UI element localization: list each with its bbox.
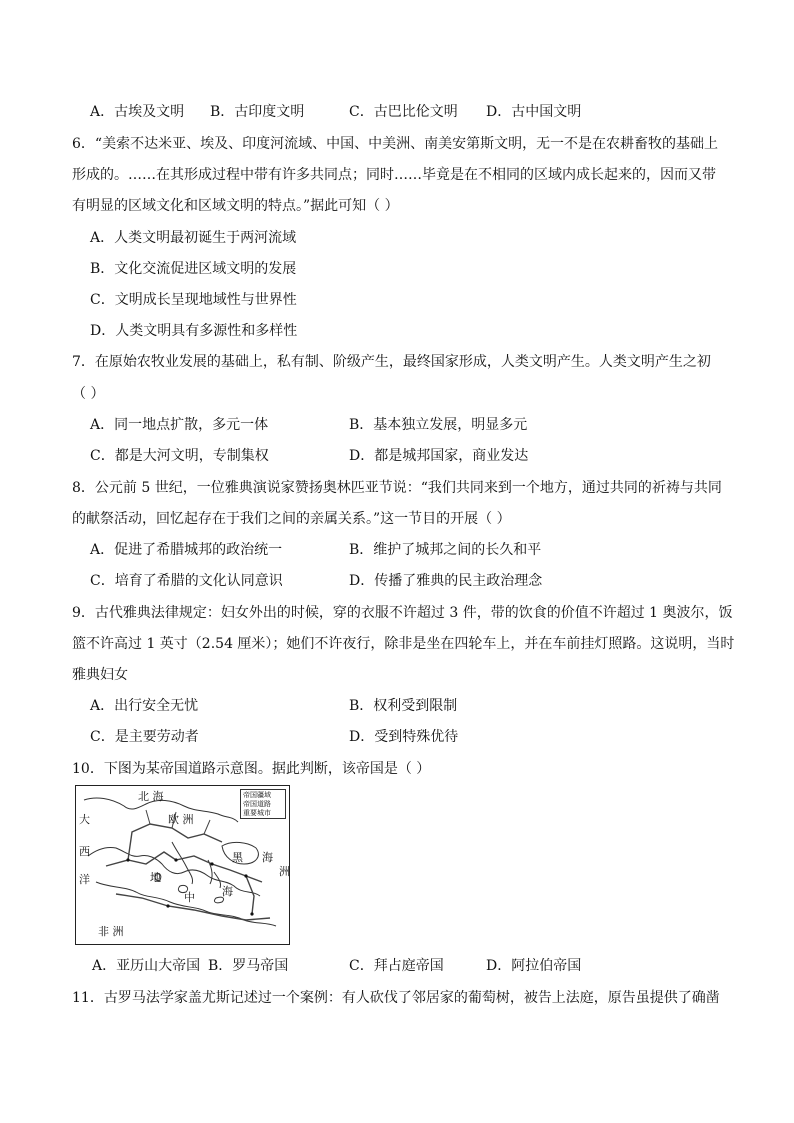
q9-option-d: D．受到特殊优待 [349, 729, 459, 745]
legend-item-road: 帝国道路 [243, 800, 271, 808]
q7-stem-line-1: 7．在原始农牧业发展的基础上，私有制、阶级产生，最终国家形成，人类文明产生。人类文明产生之初 [72, 354, 711, 370]
map-legend [240, 789, 286, 819]
legend-item-territory: 帝国疆域 [243, 791, 271, 799]
q10-option-b: B．罗马帝国 [208, 958, 289, 974]
q9-option-c: C．是主要劳动者 [90, 729, 199, 745]
q7-option-b: B．基本独立发展，明显多元 [349, 417, 528, 433]
map-label-atlantic-3: 洋 [79, 873, 90, 886]
q9-stem-line-2: 篮不许高过 1 英寸（2.54 厘米）；她们不许夜行，除非是坐在四轮车上，并在车前挂灯照路。这说明，当时 [72, 636, 735, 652]
q6-stem-line-3: 有明显的区域文化和区域文明的特点。”据此可知（ ） [72, 198, 399, 214]
q7-option-c: C．都是大河文明，专制集权 [90, 448, 269, 464]
q5-option-a: A．古埃及文明 [90, 104, 185, 120]
q6-stem-line-2: 形成的。……在其形成过程中带有许多共同点；同时……毕竟是在不相同的区域内成长起来的，因而又带 [72, 167, 716, 183]
empire-road-map [75, 785, 290, 945]
q5-option-c: C．古巴比伦文明 [349, 104, 458, 120]
q8-stem-line-2: 的献祭活动，回忆起存在于我们之间的亲属关系。”这一节目的开展（ ） [72, 511, 511, 527]
q7-option-d: D．都是城邦国家，商业发达 [349, 448, 529, 464]
legend-item-city: 重要城市 [243, 809, 271, 817]
map-label-asia: 洲 [279, 865, 290, 878]
q8-option-d: D．传播了雅典的民主政治理念 [349, 573, 543, 589]
q7-stem-line-2: （ ） [72, 386, 105, 402]
q10-option-d: D．阿拉伯帝国 [486, 958, 582, 974]
q9-stem-line-1: 9．古代雅典法律规定：妇女外出的时候，穿的衣服不许超过 3 件，带的饮食的价值不许超过 1 奥波尔，饭 [72, 605, 733, 621]
map-label-north-sea: 北 海 [138, 790, 164, 803]
q6-option-a: A．人类文明最初诞生于两河流域 [90, 230, 297, 246]
map-label-hai: 海 [222, 885, 233, 898]
q6-option-b: B．文化交流促进区域文明的发展 [90, 261, 297, 277]
map-label-black: 黑 [232, 851, 243, 864]
map-label-atlantic-2: 西 [79, 845, 90, 858]
q5-option-b: B．古印度文明 [210, 104, 305, 120]
q5-option-d: D．古中国文明 [486, 104, 582, 120]
q6-option-c: C．文明成长呈现地域性与世界性 [90, 292, 297, 308]
map-label-zhong: 中 [184, 891, 195, 904]
map-label-black-sea: 海 [262, 851, 273, 864]
q8-option-a: A．促进了希腊城邦的政治统一 [90, 542, 283, 558]
q6-stem-line-1: 6．“美索不达米亚、埃及、印度河流域、中国、中美洲、南美安第斯文明，无一不是在农耕畜牧的基础上 [72, 136, 719, 152]
map-label-di: 地 [150, 871, 161, 884]
q10-stem-line-1: 10．下图为某帝国道路示意图。据此判断，该帝国是（ ） [72, 761, 431, 777]
q8-stem-line-1: 8．公元前 5 世纪，一位雅典演说家赞扬奥林匹亚节说：“我们共同来到一个地方，通过共同的祈祷与共同 [72, 480, 722, 496]
map-label-africa: 非 洲 [98, 925, 124, 938]
q9-option-a: A．出行安全无忧 [90, 698, 199, 714]
q6-option-d: D．人类文明具有多源性和多样性 [90, 323, 298, 339]
q9-option-b: B．权利受到限制 [349, 698, 458, 714]
map-label-atlantic-1: 大 [79, 813, 90, 826]
q8-option-c: C．培育了希腊的文化认同意识 [90, 573, 283, 589]
q7-option-a: A．同一地点扩散，多元一体 [90, 417, 269, 433]
q10-option-c: C．拜占庭帝国 [349, 958, 444, 974]
q10-option-a: A．亚历山大帝国 [92, 958, 201, 974]
q11-stem-line-1: 11．古罗马法学家盖尤斯记述过一个案例：有人砍伐了邻居家的葡萄树，被告上法庭，原告虽提供了确凿 [72, 990, 720, 1006]
q8-option-b: B．维护了城邦之间的长久和平 [349, 542, 542, 558]
q9-stem-line-3: 雅典妇女 [72, 667, 128, 683]
map-label-europe: 欧 洲 [168, 813, 194, 826]
